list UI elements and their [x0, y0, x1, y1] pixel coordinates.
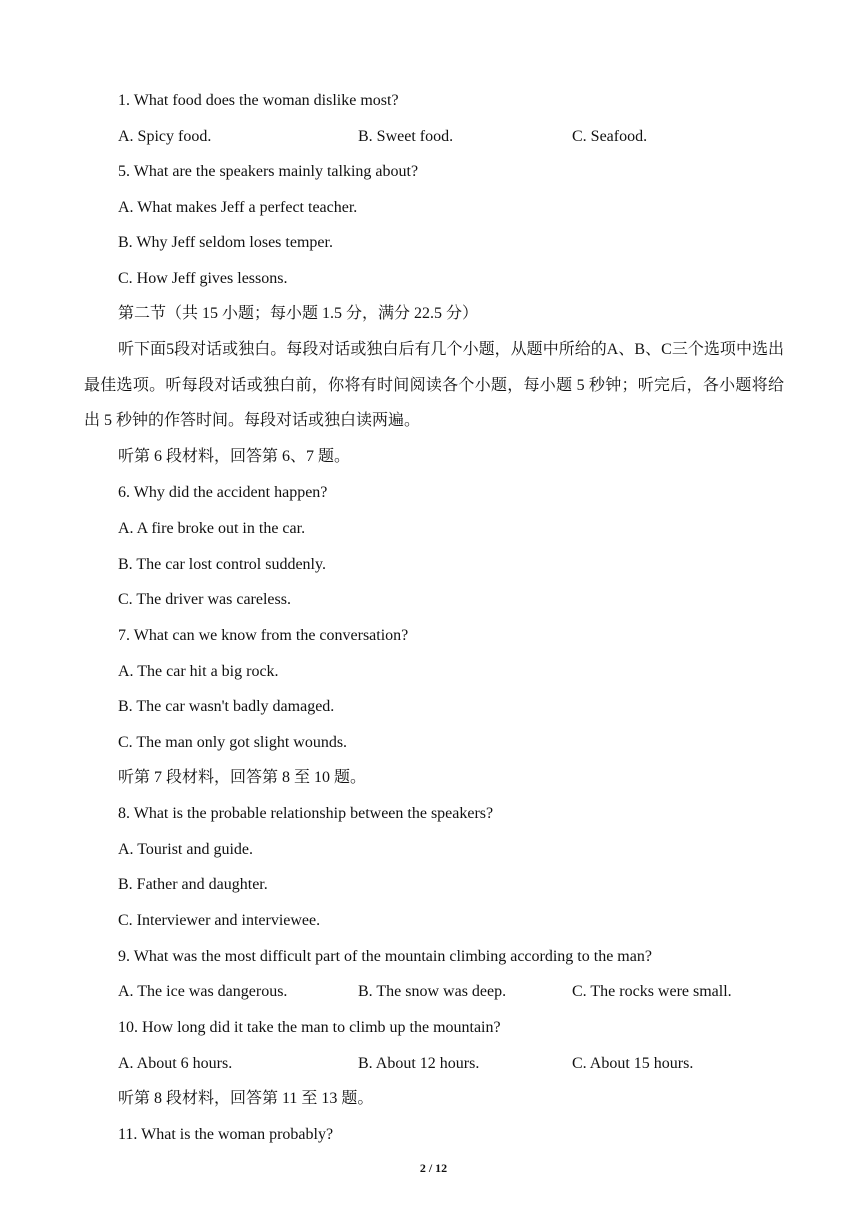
option-a: A. The car hit a big rock.: [118, 663, 279, 680]
option-a: A. A fire broke out in the car.: [118, 520, 306, 537]
question-4: 1. What food does the woman dislike most?: [118, 92, 399, 109]
material-label: 听第 8 段材料，回答第 11 至 13 题。: [118, 1090, 374, 1107]
material-label: 听第 7 段材料，回答第 8 至 10 题。: [118, 769, 367, 786]
question-6: 6. Why did the accident happen?: [118, 484, 328, 501]
option-b: B. The car lost control suddenly.: [118, 556, 326, 573]
option-b: B. The car wasn't badly damaged.: [118, 698, 335, 715]
question-5: 5. What are the speakers mainly talking about?: [118, 163, 419, 180]
option-b: B. Sweet food.: [358, 128, 454, 145]
option-a: A. What makes Jeff a perfect teacher.: [118, 199, 358, 216]
option-b: B. About 12 hours.: [358, 1055, 480, 1072]
option-b: B. Father and daughter.: [118, 876, 268, 893]
page-number: 2 / 12: [419, 1161, 448, 1175]
option-b: B. The snow was deep.: [358, 983, 507, 1000]
option-b: B. Why Jeff seldom loses temper.: [118, 234, 333, 251]
option-c: C. The man only got slight wounds.: [118, 734, 348, 751]
question-8: 8. What is the probable relationship between the speakers?: [118, 805, 494, 822]
option-a: A. The ice was dangerous.: [118, 983, 288, 1000]
option-c: C. How Jeff gives lessons.: [118, 270, 288, 287]
option-c: C. The driver was careless.: [118, 591, 291, 608]
section-heading: 第二节（共 15 小题；每小题 1.5 分，满分 22.5 分）: [118, 305, 479, 322]
question-11: 11. What is the woman probably?: [118, 1126, 334, 1143]
question-9: 9. What was the most difficult part of the mountain climbing according to the man?: [118, 948, 652, 965]
question-10: 10. How long did it take the man to climb up the mountain?: [118, 1019, 501, 1036]
question-7: 7. What can we know from the conversation?: [118, 627, 409, 644]
section-instructions: 听下面5段对话或独白。每段对话或独白后有几个小题，从题中所给的A、B、C三个选项中选出最佳选项。听每段对话或独白前，你将有时间阅读各个小题，每小题 5 秒钟；听完后，各小题将给出 5 秒钟的作答时间。每段对话或独白读两遍。: [84, 341, 784, 430]
option-c: C. About 15 hours.: [572, 1055, 694, 1072]
material-label: 听第 6 段材料，回答第 6、7 题。: [118, 448, 351, 465]
option-a: A. Tourist and guide.: [118, 841, 254, 858]
option-c: C. Seafood.: [572, 128, 648, 145]
option-a: A. Spicy food.: [118, 128, 212, 145]
option-c: C. The rocks were small.: [572, 983, 732, 1000]
option-c: C. Interviewer and interviewee.: [118, 912, 321, 929]
option-a: A. About 6 hours.: [118, 1055, 233, 1072]
